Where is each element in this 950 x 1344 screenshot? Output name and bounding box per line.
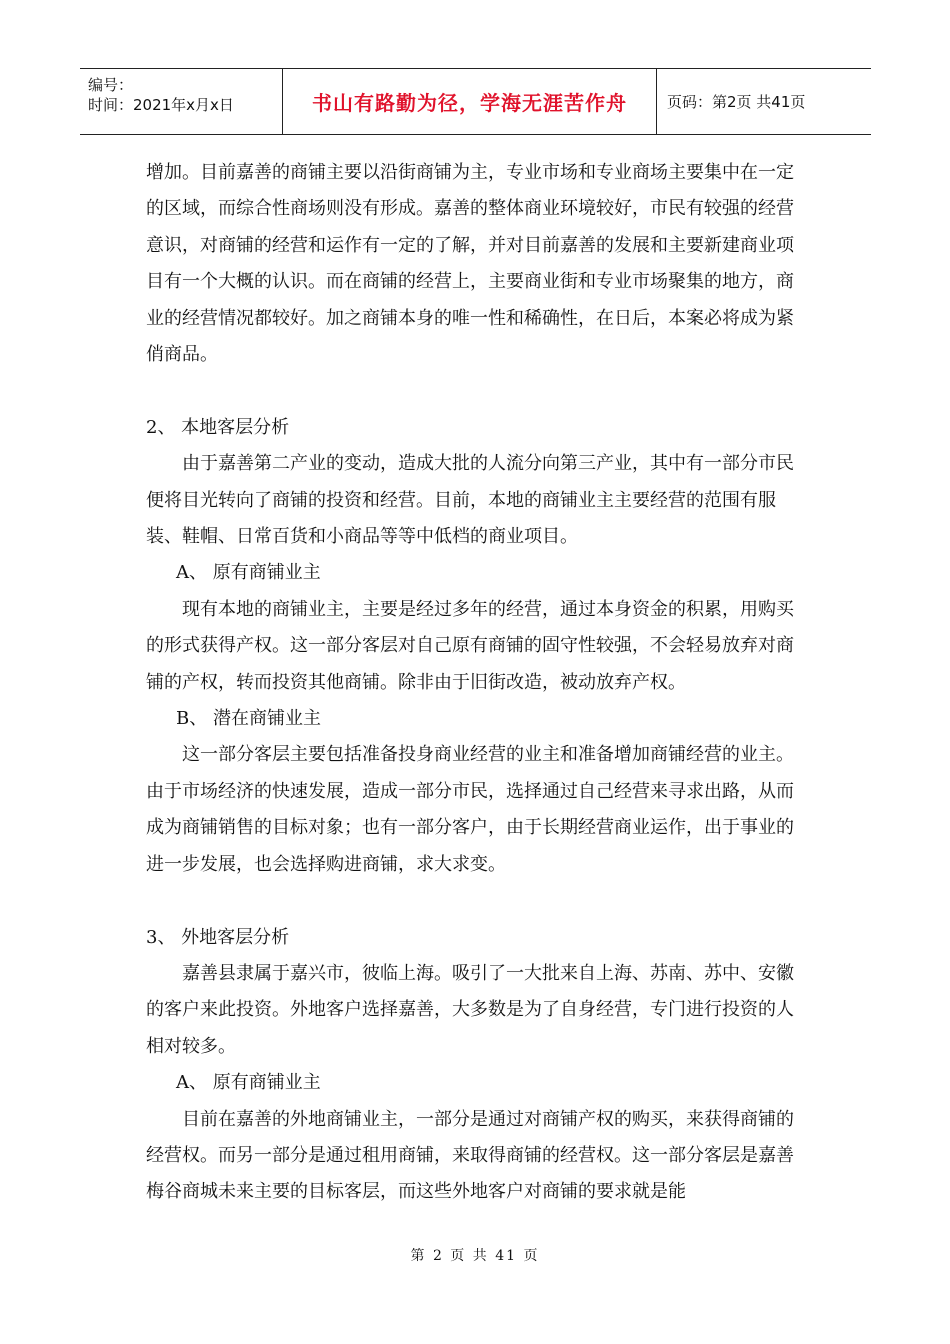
body-paragraph: 增加。目前嘉善的商铺主要以沿街商铺为主，专业市场和专业商场主要集中在一定的区域，而综合性商场则没有形成。嘉善的整体商业环境较好，市民有较强的经营意识，对商铺的经营和运作有一定的了解，并对目前嘉善的发展和主要新建商业项目有一个大概的认识。而在商铺的经营上，主要商业街和专业市场聚集的地方，商业的经营情况都较好。加之商铺本身的唯一性和稀确性，在日后，本案必将成为紧俏商品。 xyxy=(146,162,794,366)
header-meta xyxy=(80,69,283,134)
page-header xyxy=(80,68,871,135)
subsection-heading-potential-owners: B、 潜在商铺业主 xyxy=(176,708,321,730)
body-paragraph: 嘉善县隶属于嘉兴市，彼临上海。吸引了一大批来自上海、苏南、苏中、安徽的客户来此投资。外地客户选择嘉善，大多数是为了自身经营，专门进行投资的人相对较多。 xyxy=(146,962,794,1057)
body-paragraph: 由于嘉善第二产业的变动，造成大批的人流分向第三产业，其中有一部分市民便将目光转向了商铺的投资和经营。目前，本地的商铺业主主要经营的范围有服装、鞋帽、日常百货和小商品等等中低档的商业项目。 xyxy=(146,453,794,548)
header-motto: 书山有路勤为径，学海无涯苦作舟 xyxy=(283,69,657,134)
paragraph-spacer xyxy=(146,883,806,919)
page-footer: 第 2 页 共 41 页 xyxy=(410,1248,540,1264)
body-paragraph: 目前在嘉善的外地商铺业主，一部分是通过对商铺产权的购买，来获得商铺的经营权。而另一部分是通过租用商铺，来取得商铺的经营权。这一部分客层是嘉善梅谷商城未来主要的目标客层，而这些外地客户对商铺的要求就是能 xyxy=(146,1108,794,1203)
body-paragraph: 现有本地的商铺业主，主要是经过多年的经营，通过本身资金的积累，用购买的形式获得产权。这一部分客层对自己原有商铺的固守性较强，不会轻易放弃对商铺的产权，转而投资其他商铺。除非由于旧街改造，被动放弃产权。 xyxy=(146,598,794,693)
document-body xyxy=(146,155,806,1211)
body-paragraph: 这一部分客层主要包括准备投身商业经营的业主和准备增加商铺经营的业主。由于市场经济的快速发展，造成一部分市民，选择通过自己经营来寻求出路，从而成为商铺销售的目标对象；也有一部分客户，由于长期经营商业运作，出于事业的进一步发展，也会选择购进商铺，求大求变。 xyxy=(146,744,794,875)
document-number-label: 编号： xyxy=(88,76,134,94)
header-page-info: 页码：第2页 共41页 xyxy=(667,93,806,111)
document-date: 时间：2021年x月x日 xyxy=(88,96,234,114)
section-heading-external-clients: 3、 外地客层分析 xyxy=(146,926,290,948)
section-heading-local-clients: 2、 本地客层分析 xyxy=(146,416,290,438)
subsection-heading-existing-owners: A、 原有商铺业主 xyxy=(176,1072,321,1094)
paragraph-spacer xyxy=(146,373,806,409)
subsection-heading-existing-owners: A、 原有商铺业主 xyxy=(176,562,321,584)
